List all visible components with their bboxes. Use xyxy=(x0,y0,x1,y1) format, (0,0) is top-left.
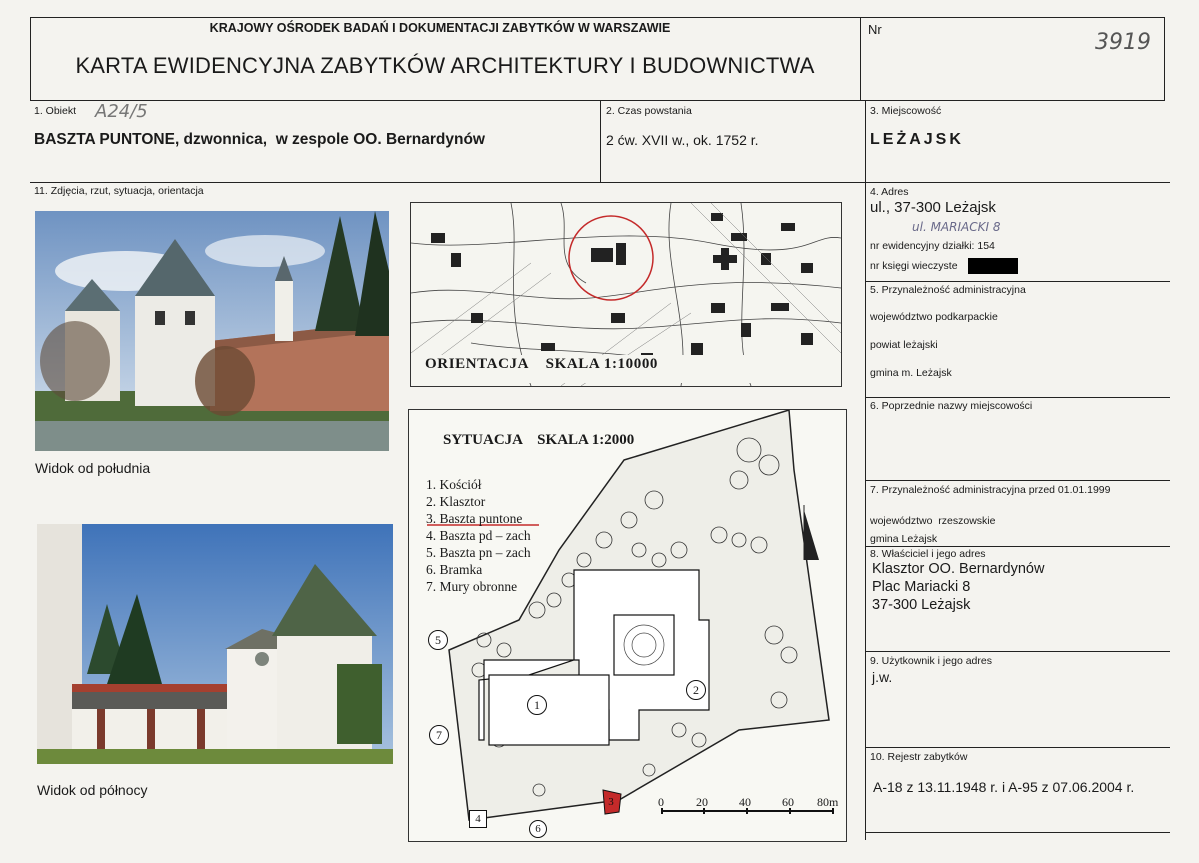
situation-plan xyxy=(408,409,847,842)
czas-label: 2. Czas powstania xyxy=(606,105,692,117)
marker-1: 1 xyxy=(527,695,547,715)
przed1999-gmina: gmina Leżajsk xyxy=(870,533,938,545)
situation-legend xyxy=(426,476,531,595)
obiekt-label: 1. Obiekt xyxy=(34,105,77,117)
ksiega-value: nr księgi wieczyste xyxy=(870,260,958,272)
obiekt-value: BASZTA PUNTONE, dzwonnica, w zespole OO. Bernardynów xyxy=(34,131,485,148)
marker-7: 7 xyxy=(429,725,449,745)
situation-title: SYTUACJA SKALA 1:2000 xyxy=(443,432,635,448)
rejestr-value: A-18 z 13.11.1948 r. i A-95 z 07.06.2004 r. xyxy=(873,779,1135,795)
situation-plan-drawing xyxy=(409,410,846,841)
czas-value: 2 ćw. XVII w., ok. 1752 r. xyxy=(606,132,759,148)
orientation-caption: ORIENTACJA SKALA 1:10000 xyxy=(425,356,659,372)
obiekt-handwritten: A24/5 xyxy=(95,101,148,122)
przynaleznosc-woj: województwo podkarpackie xyxy=(870,311,998,323)
wlasciciel-line2: Plac Mariacki 8 xyxy=(872,579,971,595)
legend-item-5: 5. Baszta pn – zach xyxy=(426,545,531,560)
wlasciciel-label: 8. Właściciel i jego adres xyxy=(870,548,986,560)
przynaleznosc-powiat: powiat leżajski xyxy=(870,339,938,351)
uzytkownik-value: j.w. xyxy=(872,669,893,685)
przed1999-label: 7. Przynależność administracyjna przed 01.01.1999 xyxy=(870,484,1111,496)
adres-label: 4. Adres xyxy=(870,186,909,198)
legend-item-3: 3. Baszta puntone xyxy=(426,511,523,526)
legend-item-7: 7. Mury obronne xyxy=(426,579,518,594)
miejscowosc-value: LEŻAJSK xyxy=(870,131,964,148)
nr-handwritten: 3919 xyxy=(1095,30,1151,55)
legend-item-6: 6. Bramka xyxy=(426,562,483,577)
poprzednie-label: 6. Poprzednie nazwy miejscowości xyxy=(870,400,1033,412)
institution-name: KRAJOWY OŚRODEK BADAŃ I DOKUMENTACJI ZABYTKÓW W WARSZAWIE xyxy=(209,21,671,35)
adres-value: ul., 37-300 Leżajsk xyxy=(870,199,996,216)
legend-item-1: 1. Kościół xyxy=(426,477,482,492)
zdjecia-label: 11. Zdjęcia, rzut, sytuacja, orientacja xyxy=(34,185,204,197)
redaction-block xyxy=(968,258,1018,274)
orientation-map xyxy=(410,202,842,387)
miejscowosc-label: 3. Miejscowość xyxy=(870,105,942,117)
scale-tick-60: 60 xyxy=(782,795,794,809)
marker-5: 5 xyxy=(428,630,448,650)
scale-tick-80: 80m xyxy=(817,795,839,809)
uzytkownik-label: 9. Użytkownik i jego adres xyxy=(870,655,992,667)
card-title: KARTA EWIDENCYJNA ZABYTKÓW ARCHITEKTURY I BUDOWNICTWA xyxy=(75,53,815,78)
przed1999-woj: województwo rzeszowskie xyxy=(870,515,996,527)
legend-item-2: 2. Klasztor xyxy=(426,494,486,509)
przynaleznosc-gmina: gmina m. Leżajsk xyxy=(870,367,952,379)
scale-tick-0: 0 xyxy=(658,795,664,809)
marker-4: 4 xyxy=(469,810,487,828)
przynaleznosc-label: 5. Przynależność administracyjna xyxy=(870,284,1026,296)
adres-handwritten: ul. MARIACKI 8 xyxy=(912,220,1001,234)
nr-label: Nr xyxy=(868,22,882,37)
scale-tick-40: 40 xyxy=(739,795,751,809)
marker-2: 2 xyxy=(686,680,706,700)
marker-6: 6 xyxy=(529,820,547,838)
photo-view-south xyxy=(35,211,389,451)
photo-view-north xyxy=(37,524,393,764)
marker-3: 3 xyxy=(608,796,614,808)
wlasciciel-line3: 37-300 Leżajsk xyxy=(872,597,971,613)
rejestr-label: 10. Rejestr zabytków xyxy=(870,751,968,763)
dzialka-value: nr ewidencyjny działki: 154 xyxy=(870,240,995,252)
caption-south: Widok od południa xyxy=(35,460,151,476)
photo-south-image xyxy=(35,211,389,451)
scale-tick-20: 20 xyxy=(696,795,708,809)
photo-north-image xyxy=(37,524,393,764)
caption-north: Widok od północy xyxy=(37,782,148,798)
legend-item-4: 4. Baszta pd – zach xyxy=(426,528,531,543)
wlasciciel-line1: Klasztor OO. Bernardynów xyxy=(872,561,1045,577)
